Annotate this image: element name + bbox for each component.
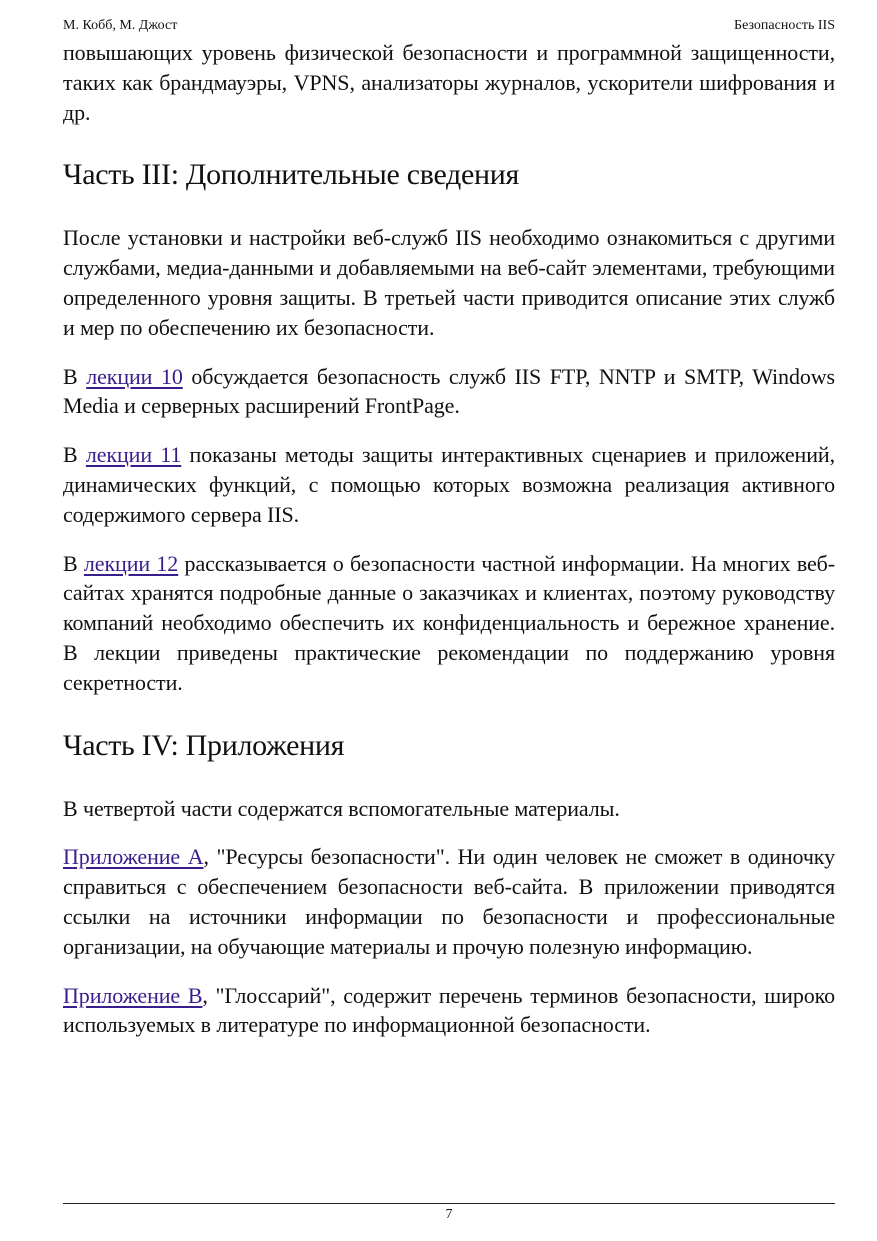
part3-paragraph-1: После установки и настройки веб-служб IIS необходимо ознакомиться с другими службами, медиа-данными и добавляемыми на веб-сайт элементами, требующими определенного уровня защиты. В третьей части приводится описание этих служб и мер по обеспечению их безопасности. bbox=[63, 225, 835, 340]
part3-paragraph-lecture-10 bbox=[63, 362, 835, 422]
link-lecture-11[interactable]: лекции 11 bbox=[85, 442, 182, 468]
part3-paragraph-lecture-12 bbox=[63, 549, 835, 698]
page-number: 7 bbox=[445, 1207, 453, 1222]
link-appendix-b[interactable]: Приложение B bbox=[63, 982, 203, 1008]
link-lecture-12[interactable]: лекции 12 bbox=[83, 550, 179, 576]
paragraph-text: обсуждается безопасность служб IIS FTP, NNTP и SMTP, Windows Media и серверных расширений FrontPage. bbox=[63, 363, 835, 419]
paragraph-text: показаны методы защиты интерактивных сценариев и приложений, динамических функций, с помощью которых возможна реализация активного содержимого сервера IIS. bbox=[63, 442, 835, 527]
part4-paragraph-appendix-b bbox=[63, 981, 835, 1041]
paragraph-prefix: В bbox=[63, 442, 86, 468]
paragraph-prefix: В bbox=[63, 550, 84, 576]
body-text bbox=[63, 38, 835, 1059]
paragraph-prefix: В bbox=[63, 363, 87, 389]
heading-part-3: Часть III: Дополнительные сведения bbox=[63, 158, 520, 192]
heading-part-4: Часть IV: Приложения bbox=[63, 728, 345, 762]
part4-paragraph-appendix-a bbox=[63, 842, 835, 961]
link-lecture-10[interactable]: лекции 10 bbox=[86, 363, 183, 389]
paragraph-text: , "Ресурсы безопасности". Ни один человек не сможет в одиночку справиться с обеспечением безопасности веб-сайта. В приложении приводятся ссылки на источники информации по безопасности и профессиональные организации, на обучающие материалы и прочую полезную информацию. bbox=[63, 844, 835, 959]
intro-paragraph-tail: повышающих уровень физической безопасности и программной защищенности, таких как брандмауэры, VPNS, анализаторы журналов, ускорители шифрования и др. bbox=[63, 40, 835, 125]
header-book-title: Безопасность IIS bbox=[734, 18, 835, 33]
running-header bbox=[63, 17, 835, 35]
paragraph-text: , "Глоссарий", содержит перечень терминов безопасности, широко используемых в литературе по информационной безопасности. bbox=[63, 982, 835, 1038]
header-authors: М. Кобб, М. Джост bbox=[63, 18, 178, 33]
part4-paragraph-1: В четвертой части содержатся вспомогательные материалы. bbox=[63, 795, 620, 821]
link-appendix-a[interactable]: Приложение A bbox=[63, 844, 204, 870]
footer-divider bbox=[63, 1203, 835, 1204]
paragraph-text: рассказывается о безопасности частной информации. На многих веб-сайтах хранятся подробные данные о заказчиках и клиентах, поэтому руководству компаний необходимо обеспечить их конфиденциальность и бережное хранение. В лекции приведены практические рекомендации по поддержанию уровня секретности. bbox=[63, 550, 836, 695]
part3-paragraph-lecture-11 bbox=[63, 440, 835, 529]
